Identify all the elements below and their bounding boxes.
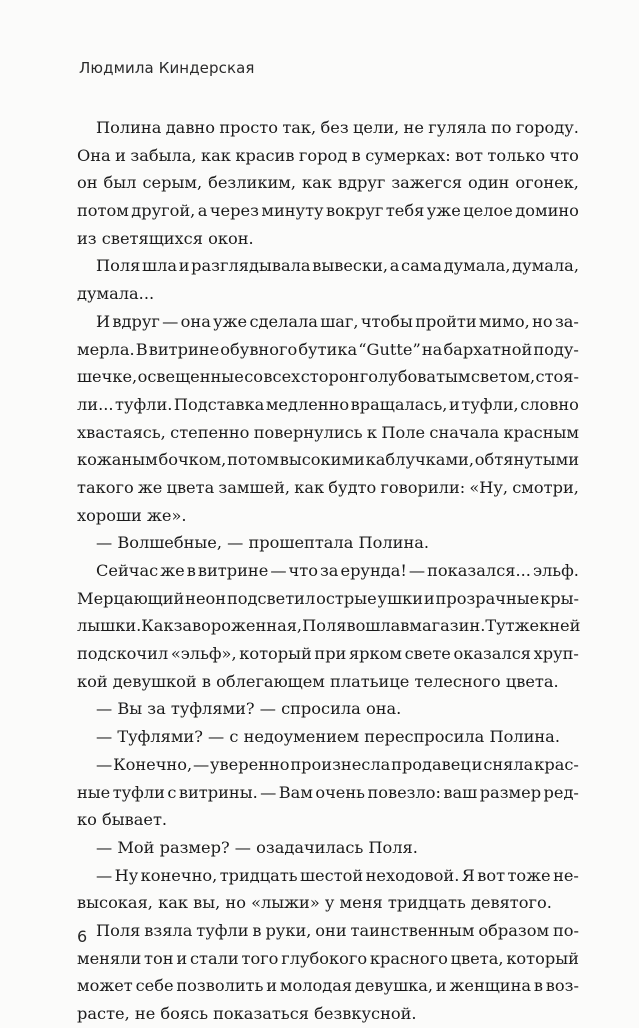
text-line: хороши же». — [77, 505, 187, 525]
text-line: мерла. В витрине обувного бутика “Gutte” на бархатной поду- — [77, 339, 579, 359]
text-line: — Конечно, — уверенно произнесла продавец и сняла крас- — [96, 754, 579, 774]
text-line: подскочил «эльф», который при ярком свете оказался хруп- — [77, 644, 579, 664]
text-line: — Ну конечно, тридцать шестой неходовой. Я вот тоже не- — [96, 865, 579, 885]
text-line: думала... — [77, 284, 155, 304]
text-line: Поля шла и разглядывала вывески, а сама думала, думала, — [96, 256, 579, 276]
text-line: ли... туфли. Подставка медленно вращалась, и туфли, словно — [77, 394, 579, 414]
text-line: шечке, освещенные со всех сторон голубоватым светом, стоя- — [77, 367, 579, 387]
text-line: И вдруг — она уже сделала шаг, чтобы пройти мимо, но за- — [96, 311, 579, 331]
text-line: Сейчас же в витрине — что за ерунда! — показался... эльф. — [96, 561, 579, 580]
text-line: хвастаясь, степенно повернулись к Поле сначала красным — [77, 422, 579, 442]
text-line: кой девушкой в облегающем платьице телесного цвета. — [77, 671, 559, 691]
text-line: такого же цвета замшей, как будто говорили: «Ну, смотри, — [77, 477, 579, 497]
text-line: может себе позволить и молодая девушка, и женщина в воз- — [77, 976, 579, 996]
text-line: высокая, как вы, но «лыжи» у меня тридцать девятого. — [77, 893, 552, 913]
text-line: он был серым, безликим, как вдруг зажегся один огонек, — [77, 173, 579, 193]
running-header-author: Людмила Киндерская — [79, 59, 255, 77]
text-line: потом другой, а через минуту вокруг тебя уже целое домино — [77, 201, 579, 221]
text-line: — Туфлями? — с недоумением переспросила Полина. — [96, 727, 560, 747]
text-line: ко бывает. — [77, 810, 168, 830]
text-line: из светящихся окон. — [77, 228, 254, 248]
text-line: — Мой размер? — озадачилась Поля. — [96, 837, 418, 857]
text-line: Полина давно просто так, без цели, не гуляла по городу. — [96, 118, 579, 137]
text-line: — Волшебные, — прошептала Полина. — [96, 533, 430, 553]
text-line: меняли тон и стали того глубокого красного цвета, который — [77, 948, 579, 968]
text-line: Поля взяла туфли в руки, они таинственным образом по- — [96, 920, 579, 940]
text-line: ные туфли с витрины. — Вам очень повезло: ваш размер ред- — [77, 782, 579, 802]
page-number: 6 — [77, 927, 88, 946]
text-line: — Вы за туфлями? — спросила она. — [96, 699, 402, 719]
text-line: расте, не боясь показаться безвкусной. — [77, 1004, 417, 1023]
text-line: лышки. Как завороженная, Поля вошла в магазин. Тут же к ней — [77, 616, 581, 636]
text-line: кожаным бочком, потом высокими каблучками, обтянутыми — [77, 450, 579, 470]
text-line: Мерцающий неон подсветил острые ушки и прозрачные кры- — [77, 588, 579, 608]
body-text — [77, 114, 579, 1028]
text-line: Она и забыла, как красив город в сумерках: вот только что — [77, 145, 579, 165]
